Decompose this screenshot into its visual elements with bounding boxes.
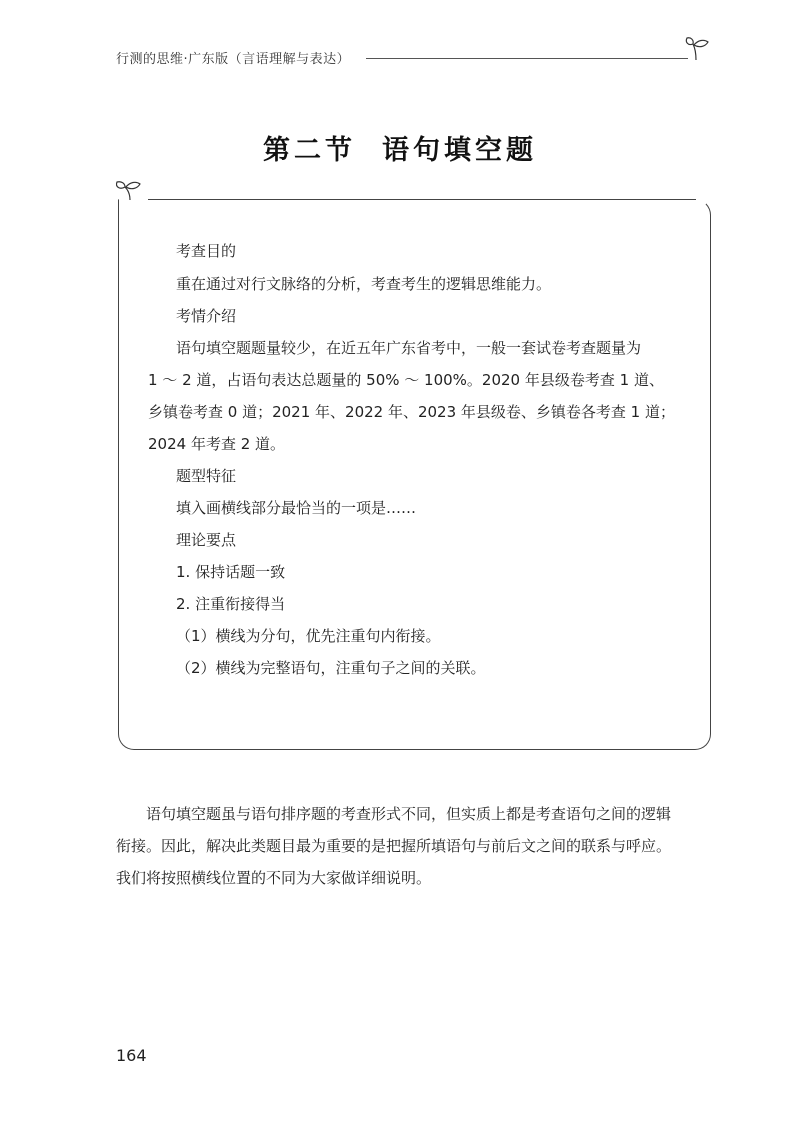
box-line: 2024 年考查 2 道。: [148, 435, 286, 453]
header-rule: [366, 58, 688, 59]
box-line: 乡镇卷考查 0 道；2021 年、2022 年、2023 年县级卷、乡镇卷各考查 1 道；: [148, 403, 675, 421]
page-number: 164: [116, 1046, 147, 1065]
box-line: 2. 注重衔接得当: [176, 595, 286, 613]
body-paragraph: [116, 798, 726, 894]
box-line: 语句填空题题量较少，在近五年广东省考中，一般一套试卷考查题量为: [176, 339, 642, 357]
sprout-icon: [684, 34, 714, 62]
heading-features: 题型特征: [176, 467, 237, 485]
heading-theory: 理论要点: [176, 531, 237, 549]
running-header: 行测的思维·广东版（言语理解与表达）: [116, 52, 351, 67]
box-line: 重在通过对行文脉络的分析，考查考生的逻辑思维能力。: [176, 275, 552, 293]
section-number: 第二节: [263, 135, 356, 166]
section-title: 语句填空题: [382, 135, 537, 166]
body-line: 我们将按照横线位置的不同为大家做详细说明。: [116, 869, 432, 887]
box-line: 填入画横线部分最恰当的一项是……: [176, 499, 417, 517]
key-points-content: [148, 242, 696, 678]
box-line: 1. 保持话题一致: [176, 563, 286, 581]
box-line: （2）横线为完整语句，注重句子之间的关联。: [176, 659, 486, 677]
section-heading: [0, 128, 800, 167]
heading-overview: 考情介绍: [176, 307, 237, 325]
box-line: （1）横线为分句，优先注重句内衔接。: [176, 627, 441, 645]
body-line: 衔接。因此，解决此类题目最为重要的是把握所填语句与前后文之间的联系与呼应。: [116, 837, 672, 855]
body-line: 语句填空题虽与语句排序题的考查形式不同，但实质上都是考查语句之间的逻辑: [146, 805, 672, 823]
heading-purpose: 考查目的: [176, 242, 237, 260]
box-line: 1 ～ 2 道，占语句表达总题量的 50% ～ 100%。2020 年县级卷考查 1 道、: [148, 371, 664, 389]
sprout-icon: [112, 174, 148, 202]
